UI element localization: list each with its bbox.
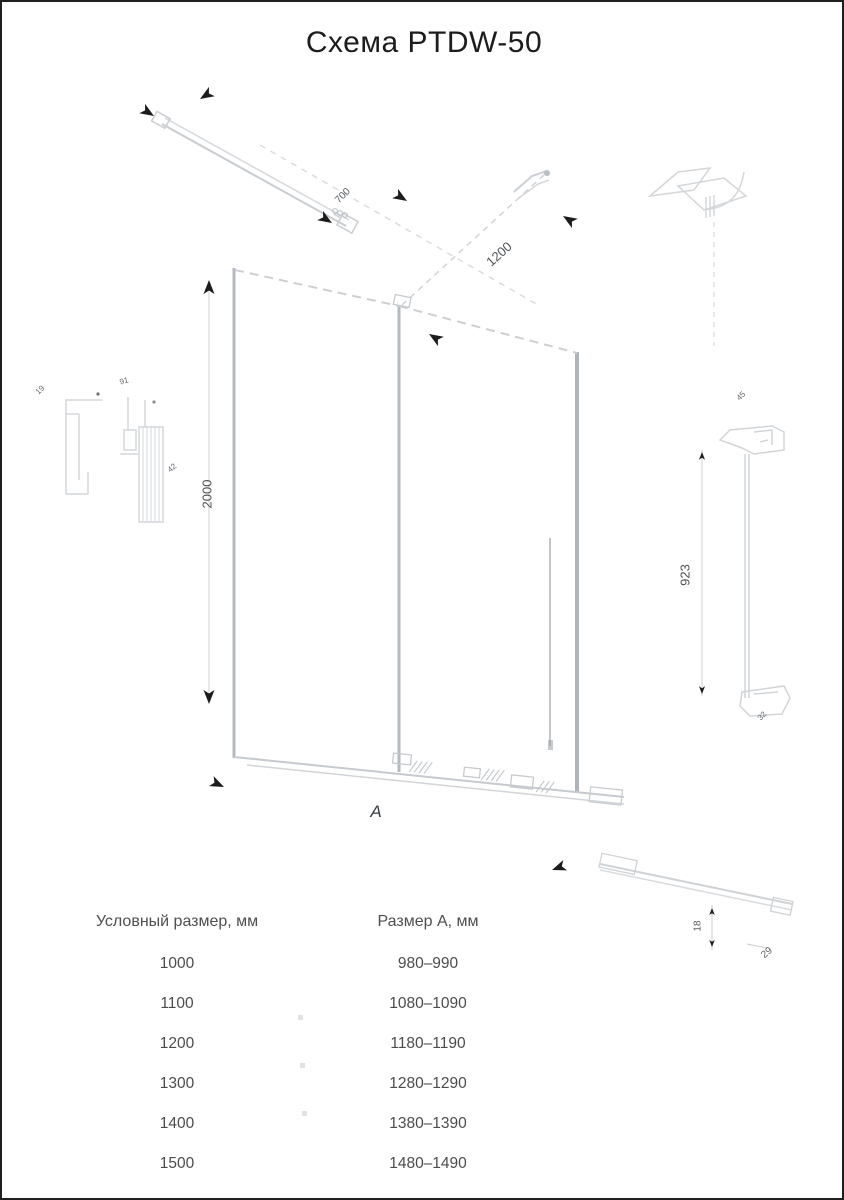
table-row-nominal: 1200: [159, 1035, 195, 1052]
main-elevation: [234, 268, 624, 805]
table-row-size-a: 1280–1290: [389, 1075, 467, 1092]
wall-bracket-detail: [514, 170, 550, 198]
size-table: [2, 900, 504, 1184]
dim-width-marker-A: A: [370, 802, 382, 821]
dimension-line-1200: [402, 174, 545, 305]
table-row-nominal: 1400: [159, 1115, 195, 1132]
leader-line: [260, 145, 538, 305]
table-row-nominal: 1500: [159, 1155, 195, 1172]
wall-profile-details: [66, 392, 163, 522]
rail-profile-detail: [599, 853, 793, 950]
dim-handle-bottom: 32: [755, 709, 769, 723]
table-row-nominal: 1100: [160, 995, 194, 1012]
handle-bar-detail: [720, 426, 790, 716]
arrowheads: [139, 87, 715, 947]
table-row-size-a: 980–990: [397, 955, 459, 972]
dim-profile-42: 42: [165, 461, 179, 475]
dim-rail-18: 18: [692, 920, 704, 932]
table-row-nominal: 1300: [159, 1075, 195, 1092]
dim-support-bar: 700: [333, 186, 353, 206]
dim-profile-19: 19: [33, 383, 47, 397]
corner-bracket-detail: [650, 168, 746, 346]
table-header-nominal: Условный размер, мм: [95, 913, 259, 930]
table-row-size-a: 1180–1190: [390, 1035, 466, 1052]
table-row-size-a: 1480–1490: [389, 1155, 467, 1172]
table-header-size-a: Размер А, мм: [377, 913, 479, 930]
table-row-size-a: 1380–1390: [389, 1115, 467, 1132]
dim-profile-91: 91: [118, 375, 130, 387]
support-bar-detail: [152, 111, 358, 233]
table-row-size-a: 1080–1090: [389, 995, 467, 1012]
dim-handle-top: 45: [734, 389, 748, 403]
table-row-nominal: 1000: [159, 955, 195, 972]
dim-handle-923: 923: [677, 564, 693, 586]
dim-rail-29: 29: [759, 945, 775, 961]
dim-width-1200: 1200: [483, 238, 515, 270]
page-title: Схема PTDW-50: [305, 26, 543, 59]
dim-height-2000: 2000: [199, 479, 215, 509]
